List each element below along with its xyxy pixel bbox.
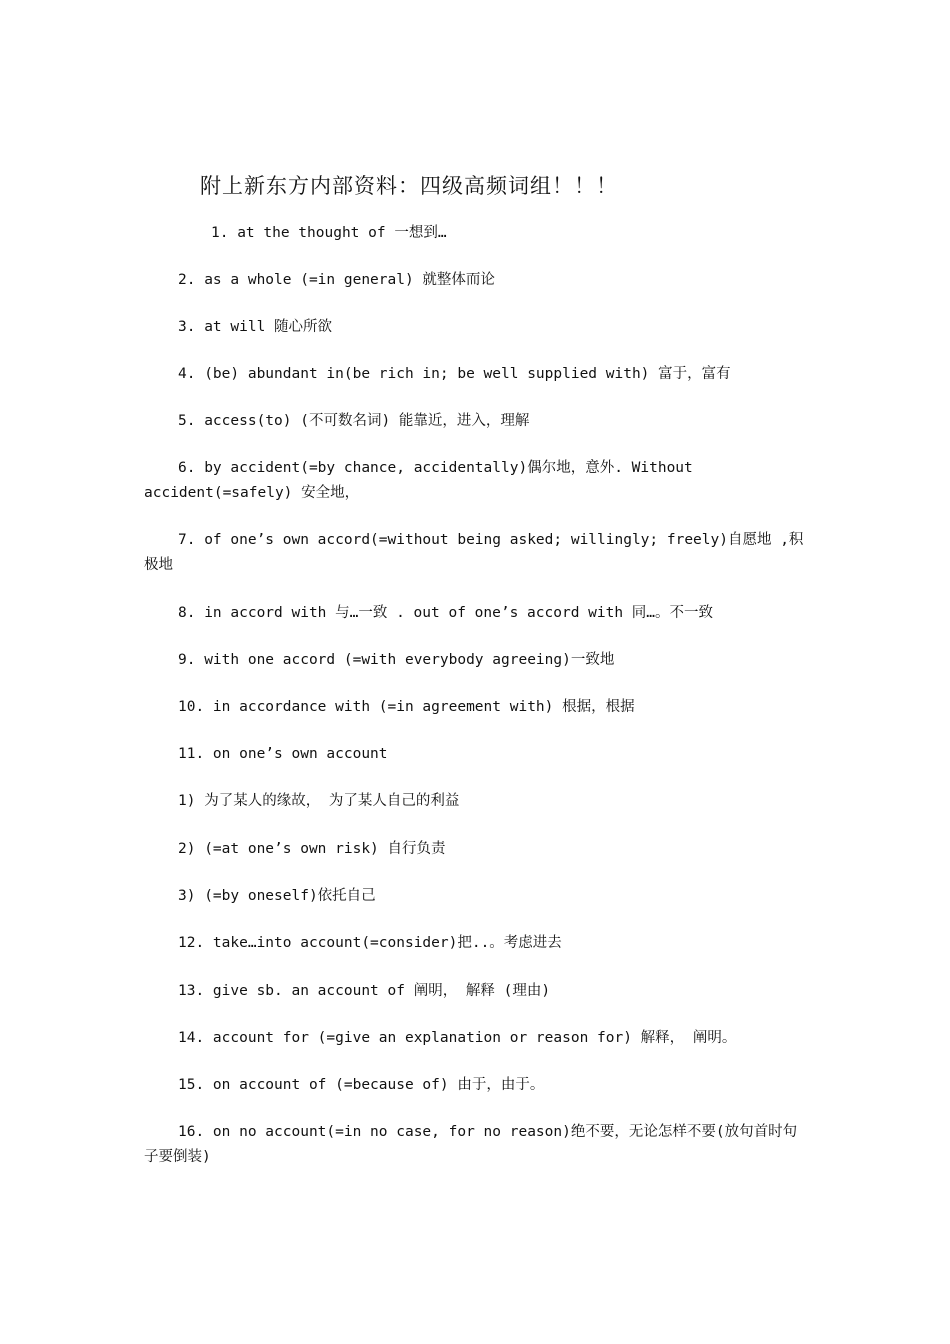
- entry-11-sub-1: 1) 为了某人的缘故， 为了某人自己的利益: [178, 793, 460, 809]
- entry-11: 11. on one’s own account: [178, 746, 388, 762]
- entry-11-sub-2: 2) (=at one’s own risk) 自行负责: [178, 841, 446, 857]
- entry-3: 3. at will 随心所欲: [178, 319, 333, 335]
- entry-13: 13. give sb. an account of 阐明， 解释 (理由): [178, 983, 551, 999]
- document-title: 附上新东方内部资料：四级高频词组！！！: [200, 174, 618, 198]
- entry-10: 10. in accordance with (=in agreement with) 根据，根据: [178, 699, 635, 715]
- entry-8: 8. in accord with 与…一致 . out of one’s accord with 同…。不一致: [178, 605, 714, 621]
- entry-2: 2. as a whole (=in general) 就整体而论: [178, 272, 495, 288]
- entry-16: 16. on no account(=in no case, for no reason)绝不要，无论怎样不要(放句首时句子要倒装): [144, 1124, 798, 1165]
- entry-12: 12. take…into account(=consider)把..。考虑进去: [178, 935, 562, 951]
- entry-9: 9. with one accord (=with everybody agreeing)一致地: [178, 652, 615, 668]
- entry-7: 7. of one’s own accord(=without being asked; willingly; freely)自愿地 ,积极地: [144, 532, 804, 573]
- entry-15: 15. on account of (=because of) 由于，由于。: [178, 1077, 545, 1093]
- entry-5: 5. access(to) (不可数名词) 能靠近，进入，理解: [178, 413, 530, 429]
- entry-14: 14. account for (=give an explanation or reason for) 解释， 阐明。: [178, 1030, 737, 1046]
- entry-1: 1. at the thought of 一想到…: [211, 225, 447, 241]
- entry-6: 6. by accident(=by chance, accidentally)偶尔地，意外. Without accident(=safely) 安全地，: [144, 460, 693, 501]
- entry-11-sub-3: 3) (=by oneself)依托自己: [178, 888, 376, 904]
- entry-4: 4. (be) abundant in(be rich in; be well supplied with) 富于，富有: [178, 366, 731, 382]
